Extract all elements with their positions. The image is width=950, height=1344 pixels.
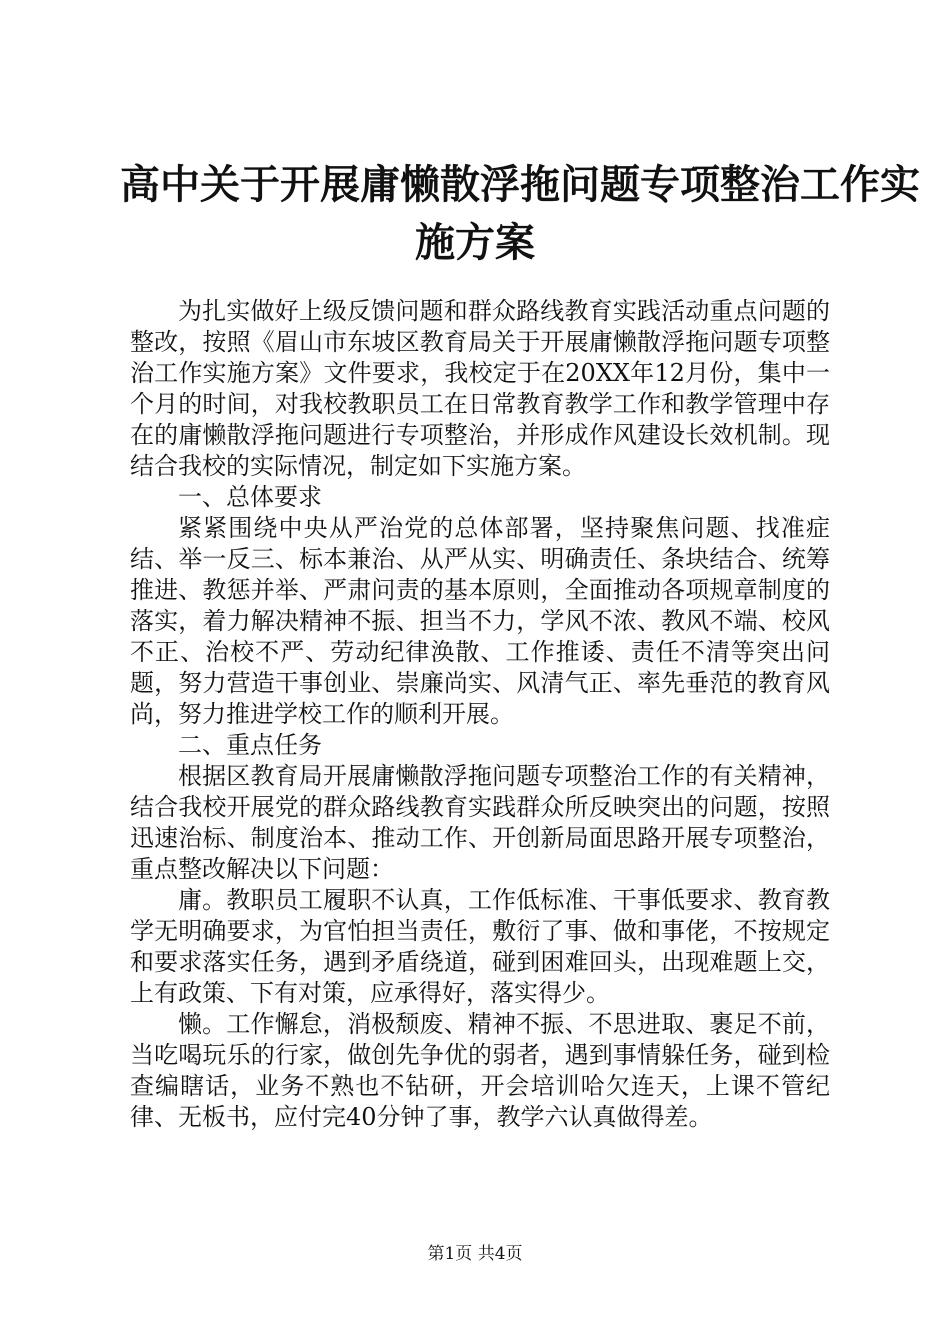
intro-paragraph: 为扎实做好上级反馈问题和群众路线教育实践活动重点问题的整改，按照《眉山市东坡区教育局关于开展庸懒散浮拖问题专项整治工作实施方案》文件要求，我校定于在20XX年12月份，集中一个月的时间，对我校教职员工在日常教育教学工作和教学管理中存在的庸懒散浮拖问题进行专项整治，并形成作风建设长效机制。现结合我校的实际情况，制定如下实施方案。 [130, 297, 830, 480]
page-number-footer: 第1页 共4页 [427, 1244, 523, 1264]
key-tasks-paragraph: 根据区教育局开展庸懒散浮拖问题专项整治工作的有关精神，结合我校开展党的群众路线教育实践群众所反映突出的问题，按照迅速治标、制度治本、推动工作、开创新局面思路开展专项整治，重点整改解决以下问题： [130, 762, 830, 883]
laziness-paragraph: 懒。工作懈怠，消极颓废、精神不振、不思进取、裹足不前，当吃喝玩乐的行家，做创先争优的弱者，遇到事情躲任务，碰到检查编瞎话，业务不熟也不钻研，开会培训哈欠连天，上课不管纪律、无板书，应付完40分钟了事，教学六认真做得差。 [130, 1010, 830, 1131]
document-body [130, 296, 830, 1133]
document-title-line-1: 高中关于开展庸懒散浮拖问题专项整治工作实 [120, 161, 920, 208]
section-heading-key-tasks: 二、重点任务 [178, 731, 322, 759]
section-heading-general-requirements: 一、总体要求 [178, 483, 322, 511]
document-title-line-2: 施方案 [415, 219, 535, 266]
mediocrity-paragraph: 庸。教职员工履职不认真，工作低标准、干事低要求、教育教学无明确要求，为官怕担当责任，敷衍了事、做和事佬，不按规定和要求落实任务，遇到矛盾绕道，碰到困难回头，出现难题上交，上有政策、下有对策，应承得好，落实得少。 [130, 886, 830, 1007]
general-requirements-paragraph: 紧紧围绕中央从严治党的总体部署，坚持聚焦问题、找准症结、举一反三、标本兼治、从严从实、明确责任、条块结合、统筹推进、教惩并举、严肃问责的基本原则，全面推动各项规章制度的落实，着力解决精神不振、担当不力，学风不浓、教风不端、校风不正、治校不严、劳动纪律涣散、工作推诿、责任不清等突出问题，努力营造干事创业、崇廉尚实、风清气正、率先垂范的教育风尚，努力推进学校工作的顺利开展。 [130, 514, 830, 728]
